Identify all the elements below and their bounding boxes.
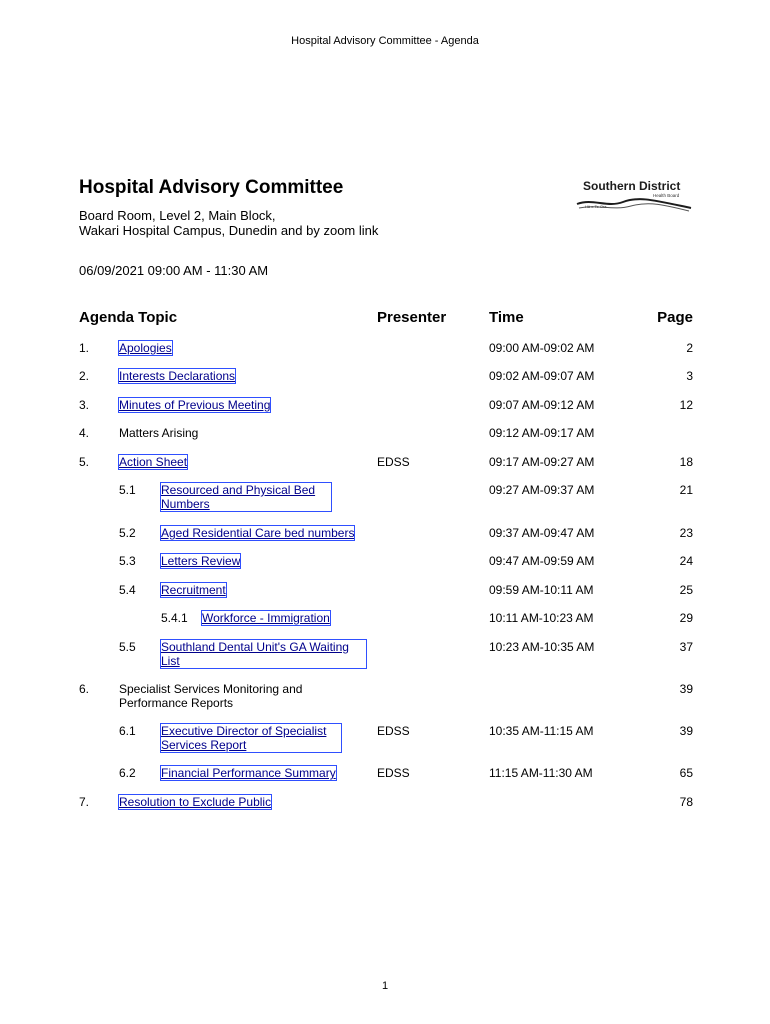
item-page: 29: [679, 611, 693, 625]
item-link-interests-declarations[interactable]: Interests Declarations: [119, 369, 236, 383]
item-time: 09:17 AM-09:27 AM: [489, 455, 595, 469]
column-header-page: Page: [657, 309, 693, 326]
item-number: 5.4.1: [161, 611, 188, 625]
item-number: 3.: [79, 398, 90, 412]
item-time: 09:00 AM-09:02 AM: [489, 341, 595, 355]
logo-maori: Hā o Te Ora: [585, 204, 607, 209]
item-page: 39: [679, 724, 693, 738]
item-link-apologies[interactable]: Apologies: [119, 341, 172, 355]
item-page: 39: [679, 682, 693, 696]
item-time: 09:02 AM-09:07 AM: [489, 369, 595, 383]
page-title: Hospital Advisory Committee: [79, 177, 344, 198]
topic-line-2: Services Report: [161, 738, 247, 752]
item-page: 24: [679, 554, 693, 568]
item-number: 6.1: [119, 724, 136, 738]
item-number: 6.: [79, 682, 90, 696]
item-page: 12: [679, 398, 693, 412]
item-link-aged-care-beds[interactable]: Aged Residential Care bed numbers: [161, 526, 355, 540]
item-page: 78: [679, 795, 693, 809]
item-time: 10:23 AM-10:35 AM: [489, 640, 595, 654]
topic-line-1: Executive Director of Specialist: [161, 724, 327, 738]
item-page: 25: [679, 583, 693, 597]
item-link-letters-review[interactable]: Letters Review: [161, 554, 241, 568]
item-topic-matters-arising: Matters Arising: [119, 426, 199, 440]
item-presenter: EDSS: [377, 766, 410, 780]
item-number: 6.2: [119, 766, 136, 780]
item-page: 21: [679, 483, 693, 497]
item-page: 65: [679, 766, 693, 780]
logo-name: Southern District: [583, 179, 681, 193]
item-time: 11:15 AM-11:30 AM: [489, 766, 593, 780]
item-link-action-sheet[interactable]: Action Sheet: [119, 455, 188, 469]
topic-line-2: List: [161, 654, 180, 668]
column-header-topic: Agenda Topic: [79, 309, 178, 326]
item-page: 37: [679, 640, 693, 654]
topic-line-1: Resourced and Physical Bed: [161, 483, 316, 497]
page-number: 1: [381, 980, 389, 992]
location-line-2: Wakari Hospital Campus, Dunedin and by zoom link: [79, 223, 379, 238]
meeting-datetime: 06/09/2021 09:00 AM - 11:30 AM: [79, 263, 269, 278]
item-number: 5.4: [119, 583, 136, 597]
topic-line-2: Numbers: [161, 497, 210, 511]
item-link-minutes[interactable]: Minutes of Previous Meeting: [119, 398, 271, 412]
item-time: 09:37 AM-09:47 AM: [489, 526, 595, 540]
item-page: 2: [686, 341, 693, 355]
item-number: 2.: [79, 369, 90, 383]
southern-district-logo: [573, 178, 695, 216]
item-time: 09:59 AM-10:11 AM: [489, 583, 594, 597]
item-link-exclude-public[interactable]: Resolution to Exclude Public: [119, 795, 272, 809]
item-time: 09:07 AM-09:12 AM: [489, 398, 595, 412]
item-link-resourced-beds[interactable]: [161, 483, 331, 511]
item-number: 4.: [79, 426, 90, 440]
item-presenter: EDSS: [377, 724, 410, 738]
item-number: 5.3: [119, 554, 136, 568]
item-page: 3: [686, 369, 693, 383]
column-header-time: Time: [489, 309, 524, 326]
item-link-dental-waiting-list[interactable]: [161, 640, 366, 668]
location-line-1: Board Room, Level 2, Main Block,: [79, 208, 276, 223]
item-number: 5.1: [119, 483, 136, 497]
running-header: Hospital Advisory Committee - Agenda: [291, 35, 479, 47]
item-presenter: EDSS: [377, 455, 410, 469]
logo-sub: Health Board: [653, 193, 680, 198]
item-time: 09:47 AM-09:59 AM: [489, 554, 595, 568]
item-link-financial-summary[interactable]: Financial Performance Summary: [161, 766, 336, 780]
meeting-location: [79, 208, 378, 238]
item-number: 1.: [79, 341, 90, 355]
item-topic-specialist-services: [119, 682, 349, 710]
topic-line-1: Southland Dental Unit's GA Waiting: [161, 640, 349, 654]
item-page: 18: [679, 455, 693, 469]
item-number: 5.2: [119, 526, 136, 540]
item-time: 10:11 AM-10:23 AM: [489, 611, 594, 625]
item-link-workforce-immigration[interactable]: Workforce - Immigration: [202, 611, 330, 625]
item-page: 23: [679, 526, 693, 540]
item-link-recruitment[interactable]: Recruitment: [161, 583, 226, 597]
item-link-edss-report[interactable]: [161, 724, 341, 752]
topic-line-2: Performance Reports: [119, 696, 234, 710]
item-number: 5.5: [119, 640, 136, 654]
item-time: 09:27 AM-09:37 AM: [489, 483, 595, 497]
item-time: 10:35 AM-11:15 AM: [489, 724, 594, 738]
topic-line-1: Specialist Services Monitoring and: [119, 682, 303, 696]
column-header-presenter: Presenter: [377, 309, 447, 326]
item-number: 5.: [79, 455, 90, 469]
item-number: 7.: [79, 795, 90, 809]
item-time: 09:12 AM-09:17 AM: [489, 426, 595, 440]
